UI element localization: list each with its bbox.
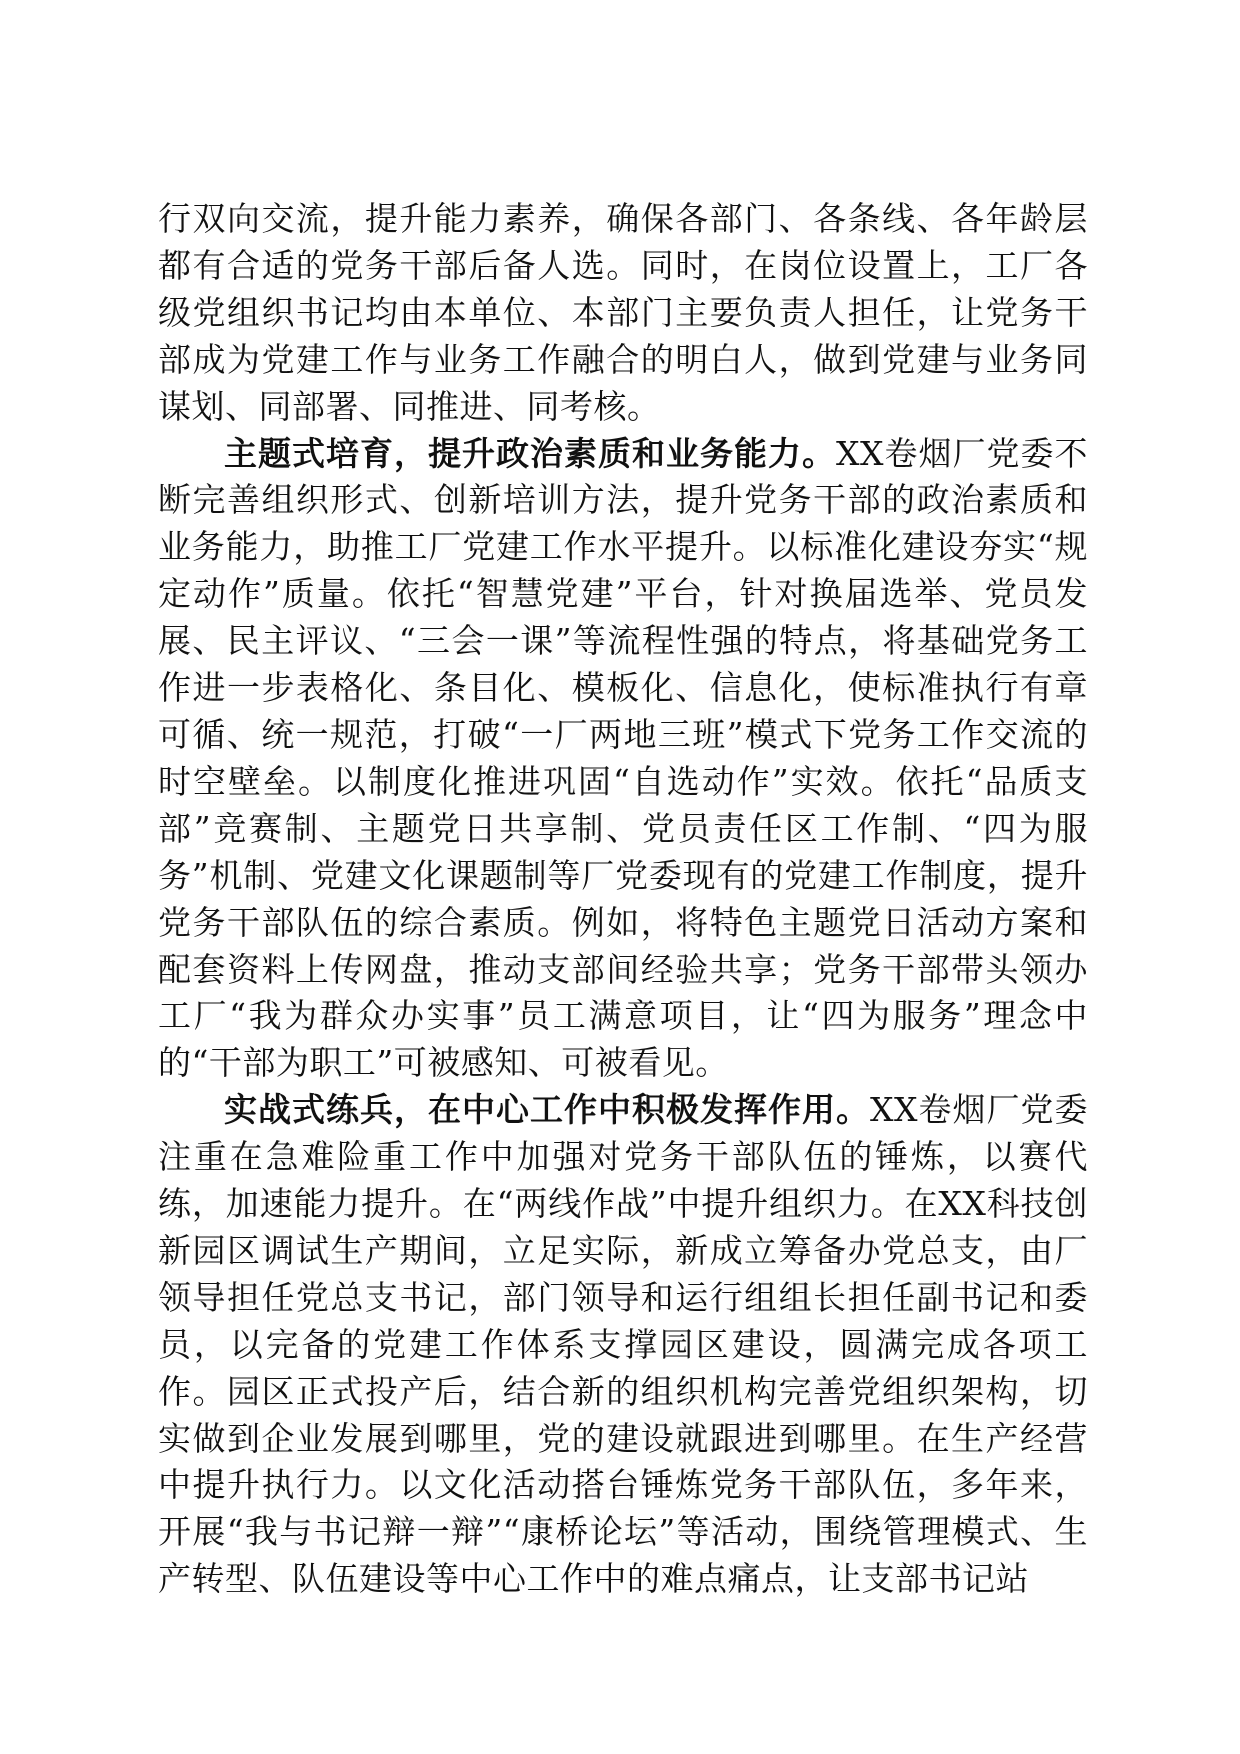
paragraph-thematic-training [158,431,1088,1088]
paragraph-heading: 实战式练兵，在中心工作中积极发挥作用。 [224,1090,870,1130]
paragraph-continuation [158,196,1088,431]
document-body [158,196,1088,1603]
paragraph-text: 行双向交流，提升能力素养，确保各部门、各条线、各年龄层都有合适的党务干部后备人选。同时，在岗位设置上，工厂各级党组织书记均由本单位、本部门主要负责人担任，让党务干部成为党建工作与业务工作融合的明白人，做到党建与业务同谋划、同部署、同推进、同考核。 [158,199,1088,426]
paragraph-text: XX卷烟厂党委注重在急难险重工作中加强对党务干部队伍的锤炼，以赛代练，加速能力提升。在“两线作战”中提升组织力。在XX科技创新园区调试生产期间，立足实际，新成立筹备办党总支，由厂领导担任党总支书记，部门领导和运行组组长担任副书记和委员，以完备的党建工作体系支撑园区建设，圆满完成各项工作。园区正式投产后，结合新的组织机构完善党组织架构，切实做到企业发展到哪里，党的建设就跟进到哪里。在生产经营中提升执行力。以文化活动搭台锤炼党务干部队伍，多年来，开展“我与书记辩一辩”“康桥论坛”等活动，围绕管理模式、生产转型、队伍建设等中心工作中的难点痛点，让支部书记站 [158,1090,1088,1599]
paragraph-heading: 主题式培育，提升政治素质和业务能力。 [224,433,836,473]
paragraph-practical-training [158,1087,1088,1603]
paragraph-text: XX卷烟厂党委不断完善组织形式、创新培训方法，提升党务干部的政治素质和业务能力，助推工厂党建工作水平提升。以标准化建设夯实“规定动作”质量。依托“智慧党建”平台，针对换届选举、党员发展、民主评议、“三会一课”等流程性强的特点，将基础党务工作进一步表格化、条目化、模板化、信息化，使标准执行有章可循、统一规范，打破“一厂两地三班”模式下党务工作交流的时空壁垒。以制度化推进巩固“自选动作”实效。依托“品质支部”竞赛制、主题党日共享制、党员责任区工作制、“四为服务”机制、党建文化课题制等厂党委现有的党建工作制度，提升党务干部队伍的综合素质。例如，将特色主题党日活动方案和配套资料上传网盘，推动支部间经验共享；党务干部带头领办工厂“我为群众办实事”员工满意项目，让“四为服务”理念中的“干部为职工”可被感知、可被看见。 [158,433,1088,1083]
